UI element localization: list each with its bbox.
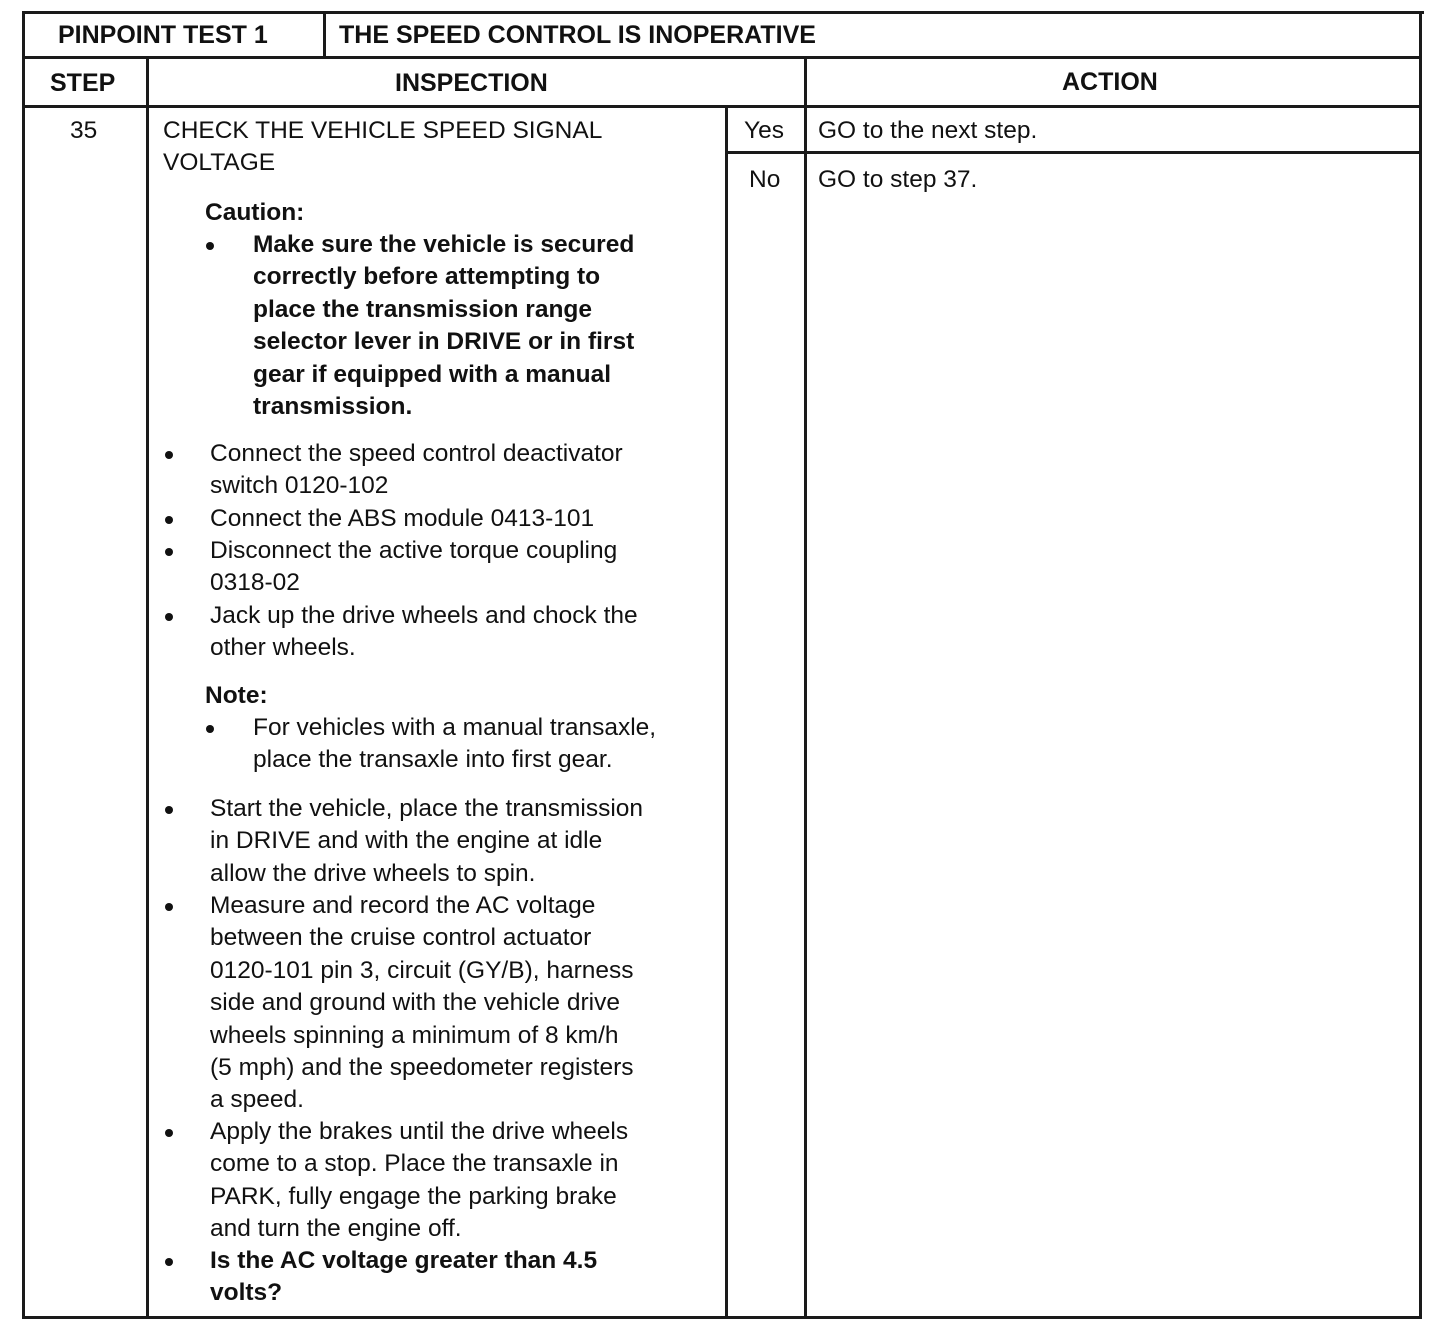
caution-line: correctly before attempting to [253, 263, 601, 291]
bullet-line: other wheels. [210, 634, 356, 662]
step-heading-line-2: VOLTAGE [163, 149, 276, 176]
bullet-icon [165, 613, 173, 621]
caution-line: transmission. [253, 393, 413, 421]
bullet-line: wheels spinning a minimum of 8 km/h [210, 1021, 619, 1049]
note-bullet-icon [206, 725, 214, 733]
caution-label: Caution: [205, 199, 305, 226]
bullet-disconnect-torque-coupling [210, 535, 617, 600]
bullet-icon [165, 806, 173, 814]
question-bullet-icon [165, 1258, 173, 1266]
bullet-line: 0120-101 pin 3, circuit (GY/B), harness [210, 956, 634, 984]
bullet-connect-abs-module [210, 503, 594, 535]
action-no: GO to step 37. [818, 166, 978, 193]
question-line: Is the AC voltage greater than 4.5 [210, 1247, 598, 1274]
bullet-apply-brakes [210, 1116, 628, 1246]
table-border-top [22, 11, 1424, 14]
bullet-line: and turn the engine off. [210, 1215, 462, 1243]
pinpoint-test-label: PINPOINT TEST 1 [58, 21, 268, 49]
question-text [210, 1245, 597, 1310]
note-line: For vehicles with a manual transaxle, [253, 714, 657, 741]
title-row-separator [323, 11, 326, 58]
step-number: 35 [70, 117, 98, 144]
header-row-divider [22, 105, 1422, 108]
bullet-line: Measure and record the AC voltage [210, 892, 596, 919]
step-heading-line-1: CHECK THE VEHICLE SPEED SIGNAL [163, 117, 603, 144]
bullet-measure-ac-voltage [210, 890, 634, 1117]
caution-bullet-icon [206, 242, 214, 250]
table-border-left [22, 11, 25, 1319]
caution-line: gear if equipped with a manual [253, 360, 612, 388]
note-label: Note: [205, 682, 268, 709]
caution-line: selector lever in DRIVE or in first [253, 328, 635, 356]
table-border-right [1419, 11, 1422, 1319]
yes-no-divider [725, 151, 1422, 154]
step-column-separator [146, 56, 149, 1319]
bullet-icon [165, 548, 173, 556]
bullet-icon [165, 903, 173, 911]
inspection-column-header: INSPECTION [395, 69, 548, 97]
bullet-connect-deactivator-switch [210, 438, 623, 503]
note-text [253, 712, 656, 777]
bullet-line: 0318-02 [210, 569, 300, 597]
bullet-line: switch 0120-102 [210, 472, 389, 500]
bullet-line: allow the drive wheels to spin. [210, 859, 536, 887]
step-column-header: STEP [50, 69, 116, 97]
pinpoint-test-title: THE SPEED CONTROL IS INOPERATIVE [339, 21, 816, 49]
question-line: volts? [210, 1279, 283, 1307]
answer-no: No [749, 166, 781, 193]
bullet-icon [165, 451, 173, 459]
caution-line: Make sure the vehicle is secured [253, 231, 635, 258]
bullet-icon [165, 516, 173, 524]
bullet-line: (5 mph) and the speedometer registers [210, 1054, 634, 1082]
bullet-line: a speed. [210, 1086, 304, 1114]
bullet-line: Connect the speed control deactivator [210, 440, 623, 467]
bullet-line: side and ground with the vehicle drive [210, 989, 620, 1017]
action-column-separator [804, 56, 807, 1319]
bullet-line: Jack up the drive wheels and chock the [210, 602, 638, 629]
bullet-line: between the cruise control actuator [210, 924, 592, 952]
bullet-line: in DRIVE and with the engine at idle [210, 827, 603, 855]
title-row-divider [22, 56, 1422, 59]
inspection-column-separator [725, 105, 728, 1319]
bullet-start-vehicle [210, 793, 643, 890]
bullet-line: Start the vehicle, place the transmission [210, 795, 644, 822]
action-column-header: ACTION [1062, 68, 1158, 96]
bullet-line: PARK, fully engage the parking brake [210, 1182, 617, 1210]
bullet-line: come to a stop. Place the transaxle in [210, 1150, 619, 1178]
answer-yes: Yes [744, 117, 784, 144]
bullet-icon [165, 1129, 173, 1137]
bullet-line: Apply the brakes until the drive wheels [210, 1118, 629, 1145]
pinpoint-test-table [22, 11, 1424, 1319]
caution-text [253, 229, 634, 423]
note-line: place the transaxle into first gear. [253, 746, 613, 774]
bullet-line: Disconnect the active torque coupling [210, 537, 618, 564]
bullet-jack-up-wheels [210, 600, 638, 665]
table-border-bottom [22, 1316, 1419, 1319]
caution-line: place the transmission range [253, 295, 593, 323]
bullet-line: Connect the ABS module 0413-101 [210, 505, 595, 532]
action-yes: GO to the next step. [818, 117, 1038, 144]
